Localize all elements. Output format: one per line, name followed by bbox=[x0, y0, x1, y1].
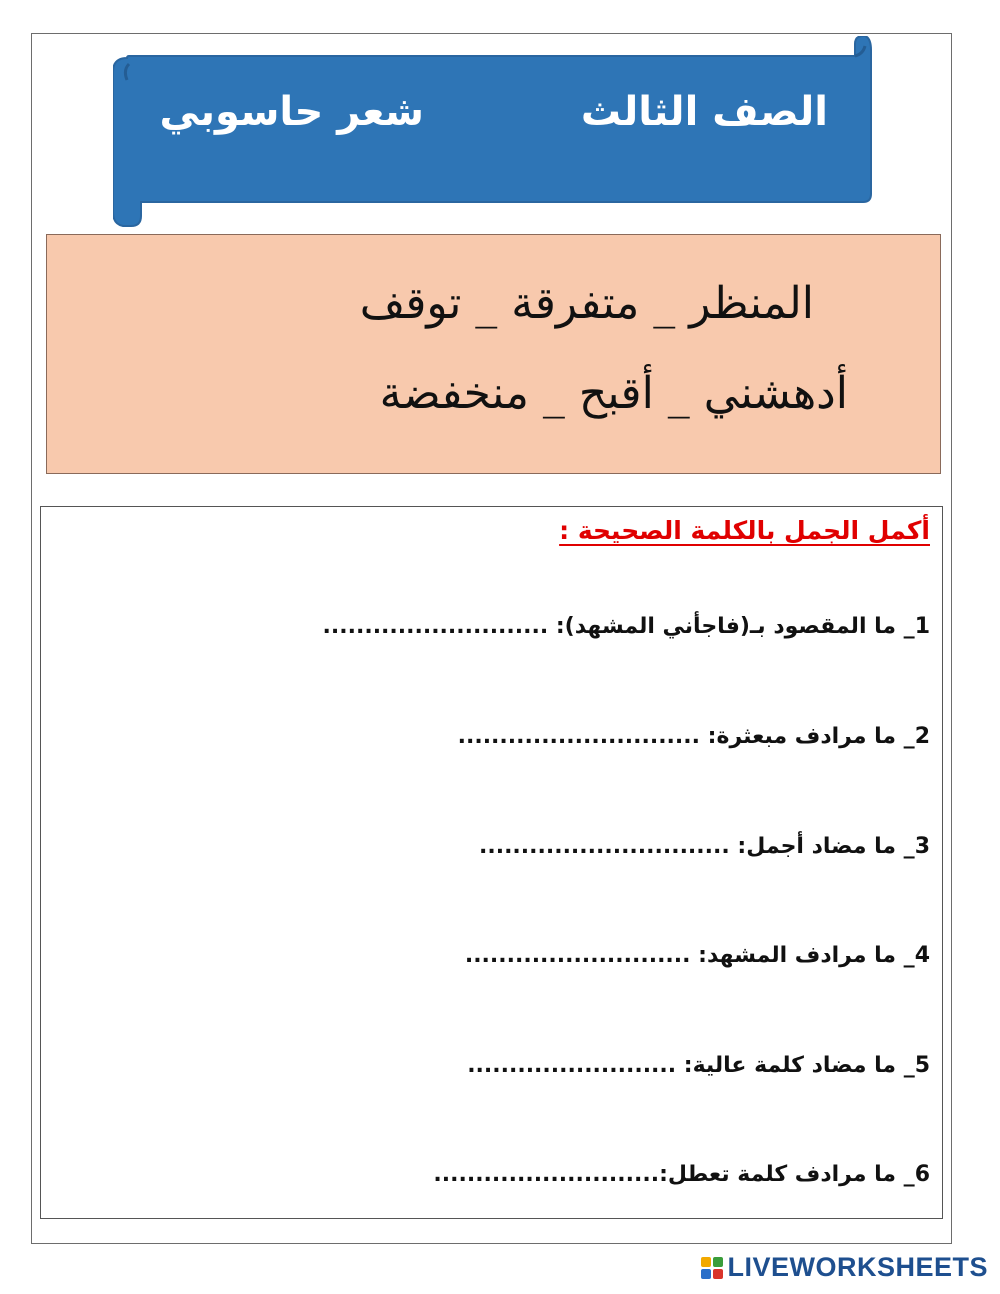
question-3 bbox=[479, 834, 930, 859]
question-text: 2_ ما مرادف مبعثرة: bbox=[700, 724, 930, 749]
word-bank-box bbox=[46, 234, 941, 474]
brand-name: LIVEWORKSHEETS bbox=[727, 1252, 988, 1282]
question-text: 3_ ما مضاد أجمل: bbox=[729, 834, 930, 859]
questions-box bbox=[40, 506, 943, 1219]
answer-blank[interactable]: ........................... bbox=[433, 1162, 660, 1187]
question-text: 4_ ما مرادف المشهد: bbox=[690, 943, 930, 968]
question-6 bbox=[433, 1162, 930, 1187]
question-text: 1_ ما المقصود بـ(فاجأني المشهد): bbox=[548, 614, 930, 639]
question-text: 6_ ما مرادف كلمة تعطل: bbox=[659, 1162, 930, 1187]
liveworksheets-logo-icon bbox=[701, 1257, 723, 1279]
answer-blank[interactable]: .............................. bbox=[479, 834, 730, 859]
word-bank-line-2: أدهشني _ أقبح _ منخفضة bbox=[379, 368, 848, 419]
word-bank-line-1: المنظر _ متفرقة _ توقف bbox=[359, 278, 814, 329]
answer-blank[interactable]: ......................... bbox=[467, 1053, 677, 1078]
question-1 bbox=[323, 614, 930, 639]
question-4 bbox=[465, 943, 930, 968]
question-2 bbox=[458, 724, 930, 749]
subject-title: شعر حاسوبي bbox=[159, 89, 424, 135]
grade-title: الصف الثالث bbox=[580, 89, 828, 135]
instruction-heading: أكمل الجمل بالكلمة الصحيحة : bbox=[559, 516, 930, 545]
question-5 bbox=[467, 1053, 930, 1078]
question-text: 5_ ما مضاد كلمة عالية: bbox=[676, 1053, 930, 1078]
answer-blank[interactable]: ........................... bbox=[322, 614, 549, 639]
liveworksheets-logo[interactable] bbox=[701, 1254, 988, 1281]
answer-blank[interactable]: ........................... bbox=[464, 943, 691, 968]
answer-blank[interactable]: ............................. bbox=[457, 724, 700, 749]
